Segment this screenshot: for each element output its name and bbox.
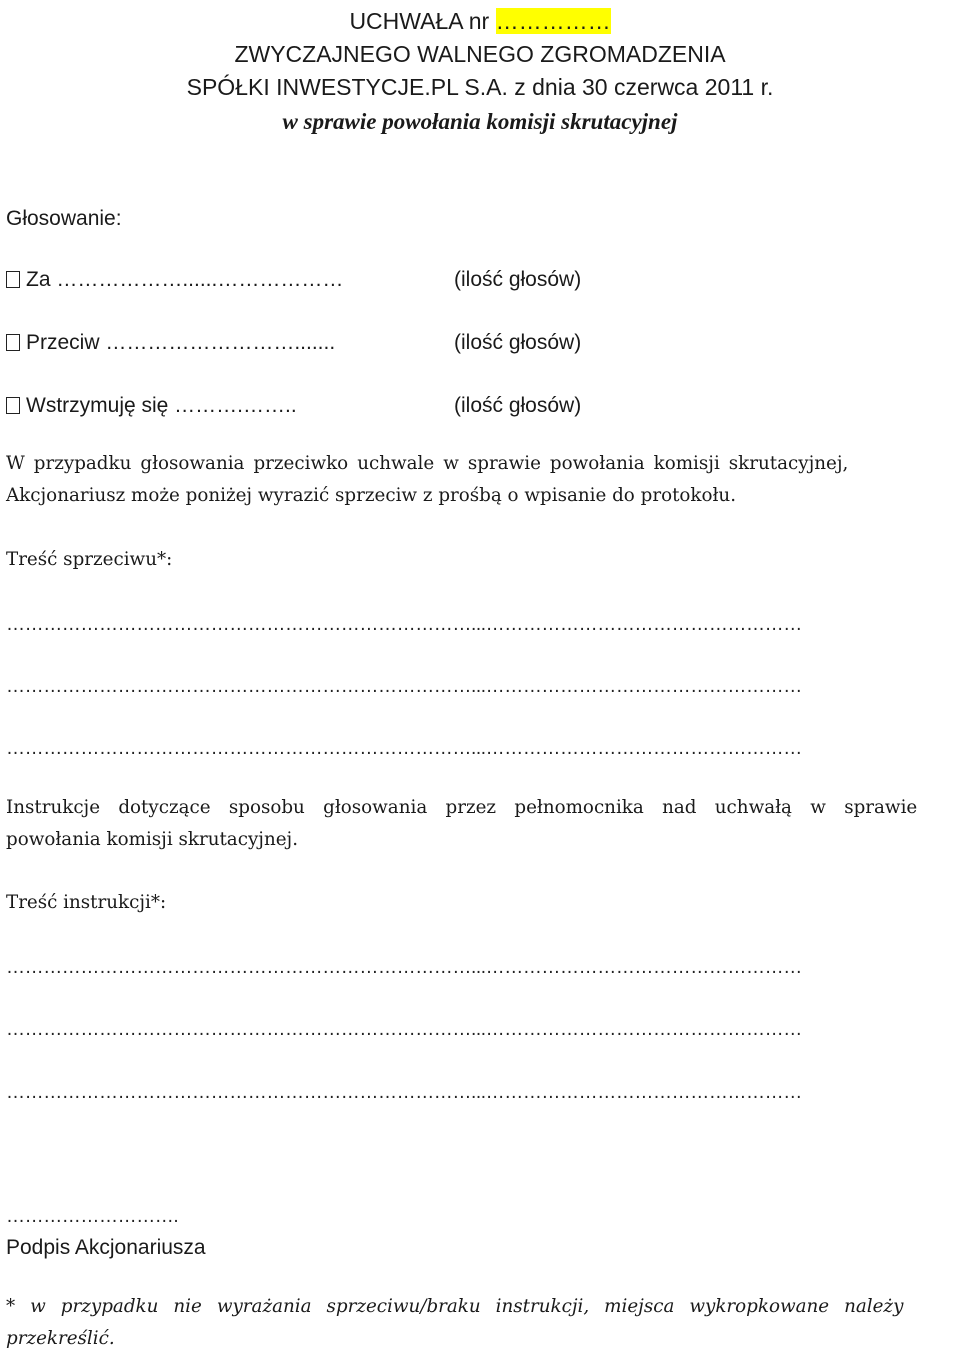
vote-option-label: Za ………………......………………: [26, 268, 344, 291]
footnote-line2: przekreślić.: [6, 1328, 115, 1349]
vote-option-for[interactable]: [6, 268, 343, 292]
objection-paragraph-line1: W przypadku głosowania przeciwko uchwale w sprawie powołania komisji skrutacyjnej,: [6, 453, 849, 474]
resolution-number-field[interactable]: ……………: [495, 8, 611, 34]
signature-label: Podpis Akcjonariusza: [6, 1236, 206, 1259]
objection-content-label: Treść sprzeciwu*:: [6, 549, 173, 570]
objection-paragraph-line2: Akcjonariusz może poniżej wyrazić sprzeciw z prośbą o wpisanie do protokołu.: [6, 485, 737, 506]
resolution-title-text: UCHWAŁA nr: [349, 8, 496, 34]
vote-option-abstain[interactable]: [6, 394, 297, 418]
vote-count-label: (ilość głosów): [454, 331, 582, 354]
instructions-line[interactable]: …………………………………………………………………...……………………………………………: [6, 1082, 802, 1103]
objection-line[interactable]: …………………………………………………………………...……………………………………………: [6, 738, 802, 759]
instructions-line[interactable]: …………………………………………………………………...……………………………………………: [6, 957, 802, 978]
vote-count-label: (ilość głosów): [454, 268, 582, 291]
checkbox-icon[interactable]: [6, 334, 20, 351]
vote-option-label: Przeciw ……………………….......: [26, 331, 336, 354]
checkbox-icon[interactable]: [6, 271, 20, 288]
assembly-name: ZWYCZAJNEGO WALNEGO ZGROMADZENIA: [234, 41, 726, 67]
objection-line[interactable]: …………………………………………………………………...……………………………………………: [6, 614, 802, 635]
instructions-paragraph-line2: powołania komisji skrutacyjnej.: [6, 829, 299, 850]
instructions-content-label: Treść instrukcji*:: [6, 892, 167, 913]
checkbox-icon[interactable]: [6, 397, 20, 414]
footnote-line1: * w przypadku nie wyrażania sprzeciwu/braku instrukcji, miejsca wykropkowane należy: [6, 1296, 904, 1317]
vote-option-against[interactable]: [6, 331, 335, 355]
resolution-title: [0, 8, 960, 34]
vote-count-label: (ilość głosów): [454, 394, 582, 417]
company-date-line: SPÓŁKI INWESTYCJE.PL S.A. z dnia 30 czerwca 2011 r.: [186, 74, 774, 100]
instructions-paragraph-line1: Instrukcje dotyczące sposobu głosowania przez pełnomocnika nad uchwałą w sprawie: [6, 797, 918, 818]
resolution-subject: w sprawie powołania komisji skrutacyjnej: [282, 109, 678, 134]
signature-line[interactable]: ……………………….: [6, 1206, 179, 1227]
voting-label: Głosowanie:: [6, 207, 122, 230]
instructions-line[interactable]: …………………………………………………………………...……………………………………………: [6, 1019, 802, 1040]
objection-line[interactable]: …………………………………………………………………...……………………………………………: [6, 676, 802, 697]
vote-option-label: Wstrzymuję się ……….……..: [26, 394, 297, 417]
